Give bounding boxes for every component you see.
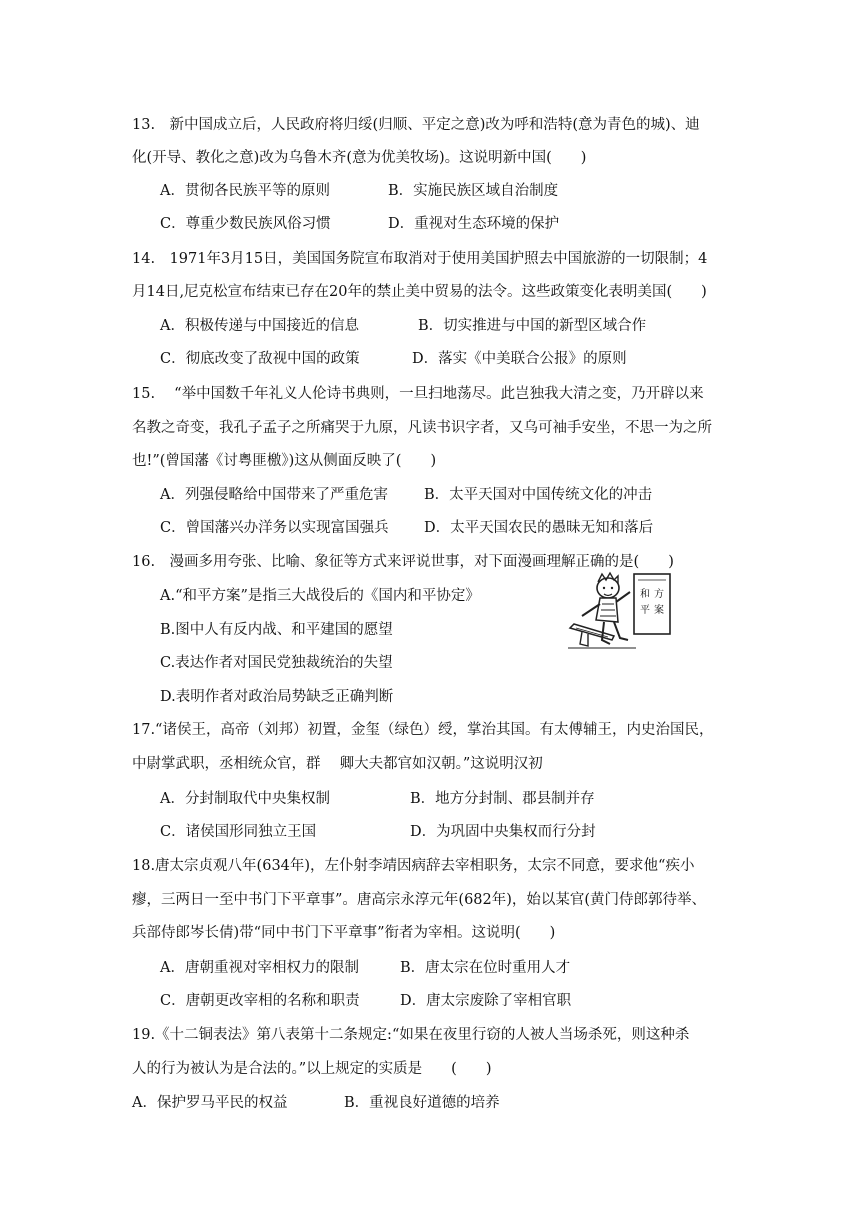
q16-stem-line-1: 16. 漫画多用夸张、比喻、象征等方式来评说世事，对下面漫画理解正确的是( ) (132, 554, 674, 570)
q19-option-b: B．重视良好道德的培养 (344, 1095, 500, 1111)
q13-option-c: C．尊重少数民族风俗习惯 (160, 216, 331, 232)
q17-option-d: D．为巩固中央集权而行分封 (410, 824, 596, 840)
cartoon-signboard (634, 574, 670, 634)
cartoon-char-4: 案 (654, 605, 664, 616)
q15-option-c: C．曾国藩兴办洋务以实现富国强兵 (160, 520, 389, 536)
q15-option-a: A．列强侵略给中国带来了严重危害 (160, 487, 388, 503)
q13-option-b: B．实施民族区域自治制度 (388, 183, 559, 199)
q15-option-b: B．太平天国对中国传统文化的冲击 (424, 487, 653, 503)
peace-plan-cartoon (568, 570, 676, 652)
q17-option-b: B．地方分封制、郡县制并存 (410, 791, 595, 807)
q15-stem-line-3: 也!”(曾国藩《讨粤匪檄》)这从侧面反映了( ) (132, 453, 437, 469)
q17-option-a: A．分封制取代中央集权制 (160, 791, 330, 807)
q14-option-a: A．积极传递与中国接近的信息 (160, 318, 359, 334)
q18-stem-line-1: 18.唐太宗贞观八年(634年)，左仆射李靖因病辞去宰相职务，太宗不同意，要求他“疾小 (132, 858, 695, 874)
cartoon-char-3: 平 (640, 605, 650, 616)
q14-stem-line-1: 14. 1971年3月15日，美国国务院宣布取消对于使用美国护照去中国旅游的一切限制；4 (132, 251, 708, 267)
q14-option-d: D．落实《中美联合公报》的原则 (412, 351, 627, 367)
q15-option-d: D．太平天国农民的愚昧无知和落后 (424, 520, 654, 536)
q18-option-b: B．唐太宗在位时重用人才 (400, 960, 571, 976)
q18-stem-line-2: 瘳，三两日一至中书门下平章事”。唐高宗永淳元年(682年)，始以某官(黄门侍郎郭待举、 (132, 892, 707, 908)
q17-stem-line-1: 17.“诸侯王，高帝（刘邦）初置，金玺（绿色）绶，掌治其国。有太傅辅王，内史治国民， (132, 722, 714, 738)
q13-option-d: D．重视对生态环境的保护 (388, 216, 560, 232)
q17-option-c: C．诸侯国形同独立王国 (160, 824, 317, 840)
q15-stem-line-2: 名教之奇变，我孔子孟子之所痛哭于九原，凡读书识字者，又乌可袖手安坐，不思一为之所 (132, 420, 712, 436)
cartoon-char-1: 和 (640, 589, 650, 600)
q18-option-c: C．唐朝更改宰相的名称和职责 (160, 993, 360, 1009)
q13-stem-line-2: 化(开导、教化之意)改为乌鲁木齐(意为优美牧场)。这说明新中国( ) (132, 150, 587, 166)
q19-option-a: A．保护罗马平民的权益 (132, 1095, 288, 1111)
q16-option-b: B.图中人有反内战、和平建国的愿望 (160, 622, 393, 638)
q18-option-d: D．唐太宗废除了宰相官职 (400, 993, 572, 1009)
q13-stem-line-1: 13. 新中国成立后，人民政府将归绥(归顺、平定之意)改为呼和浩特(意为青色的城)、迪 (132, 117, 700, 133)
q15-stem-line-1: 15. “举中国数千年礼义人伦诗书典则，一旦扫地荡尽。此岂独我大清之变，乃开辟以来 (132, 386, 704, 402)
q18-option-a: A．唐朝重视对宰相权力的限制 (160, 960, 359, 976)
q16-option-a: A.“和平方案”是指三大战役后的《国内和平协定》 (160, 588, 480, 604)
q14-option-c: C．彻底改变了敌视中国的政策 (160, 351, 360, 367)
q13-option-a: A．贯彻各民族平等的原则 (160, 183, 330, 199)
q17-stem-line-2: 中尉掌武职，丞相统众官，群 卿大夫都官如汉朝。”这说明汉初 (132, 756, 543, 772)
q19-stem-line-2: 人的行为被认为是合法的。”以上规定的实质是 ( ) (132, 1061, 492, 1077)
cartoon-char-2: 方 (654, 589, 664, 600)
cartoon-rifle (570, 624, 614, 640)
q19-stem-line-1: 19.《十二铜表法》第八表第十二条规定:“如果在夜里行窃的人被人当场杀死，则这种杀 (132, 1027, 690, 1043)
q16-option-d: D.表明作者对政治局势缺乏正确判断 (160, 689, 394, 705)
q18-stem-line-3: 兵部侍郎岑长倩)带“同中书门下平章事”衔者为宰相。这说明( ) (132, 925, 556, 941)
q16-option-c: C.表达作者对国民党独裁统治的失望 (160, 655, 393, 671)
q14-stem-line-2: 月14日,尼克松宣布结束已存在20年的禁止美中贸易的法令。这些政策变化表明美国( ) (132, 284, 707, 300)
q14-option-b: B．切实推进与中国的新型区域合作 (418, 318, 647, 334)
